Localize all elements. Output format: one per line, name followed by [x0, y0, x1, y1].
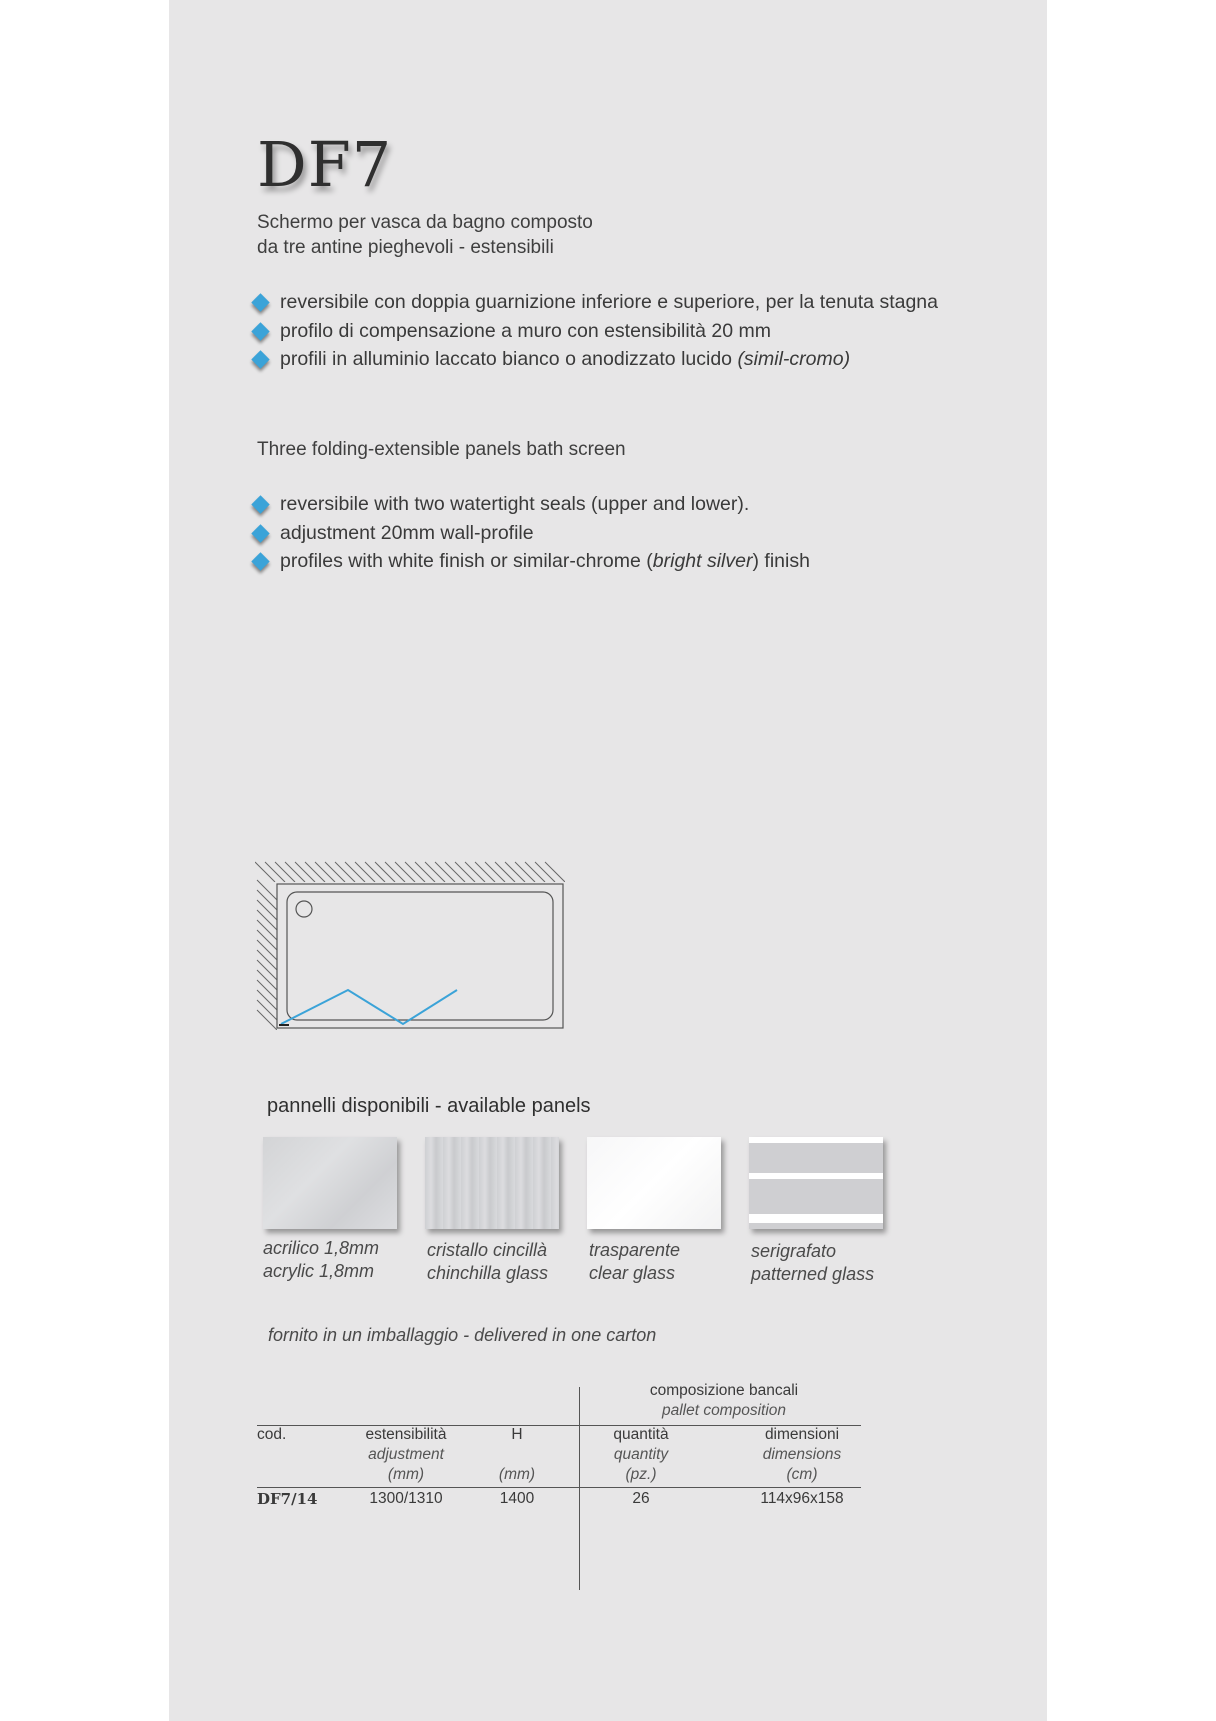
swatch-label-chinchilla: cristallo cincillà chinchilla glass: [427, 1240, 549, 1283]
wall-hatch-left: [257, 880, 277, 1030]
table-divider-vertical: [579, 1387, 580, 1590]
col-header-code: cod.: [257, 1426, 287, 1443]
panels-title: pannelli disponibili - available panels: [267, 1095, 591, 1117]
group-header-it: composizione bancali: [649, 1382, 799, 1399]
drain-icon: [296, 901, 312, 917]
feature-it-item: profili in alluminio laccato bianco o anodizzato lucido (simil-cromo): [254, 345, 938, 374]
description-it-line-1: Schermo per vasca da bagno composto: [257, 212, 593, 233]
description-it-line-2: da tre antine pieghevoli - estensibili: [257, 237, 554, 258]
row-height: 1400: [499, 1490, 535, 1507]
row-adjustment: 1300/1310: [369, 1490, 443, 1507]
feature-en-item: adjustment 20mm wall-profile: [254, 519, 810, 548]
swatch-chinchilla: [425, 1137, 559, 1229]
diamond-bullet-icon: [251, 350, 269, 368]
swatch-clear: [587, 1137, 721, 1229]
col-header-quantity: quantità quantity (pz.): [613, 1426, 669, 1483]
row-dimensions: 114x96x158: [760, 1490, 844, 1507]
col-header-height: H (mm): [498, 1426, 536, 1483]
swatch-acrylic: [263, 1137, 397, 1229]
description-it: [257, 210, 593, 260]
diamond-bullet-icon: [251, 552, 269, 570]
feature-it-item: profilo di compensazione a muro con estensibilità 20 mm: [254, 317, 938, 346]
features-en-list: [254, 490, 810, 576]
swatch-patterned: [749, 1137, 883, 1229]
diamond-bullet-icon: [251, 524, 269, 542]
row-quantity: 26: [632, 1490, 650, 1507]
product-code-title: DF7: [257, 128, 393, 201]
wall-hatch-top: [255, 862, 565, 882]
col-header-dimensions: dimensioni dimensions (cm): [762, 1426, 842, 1483]
feature-it-item: reversibile con doppia guarnizione inferiore e superiore, per la tenuta stagna: [254, 288, 938, 317]
folding-panels-line: [281, 990, 457, 1024]
diamond-bullet-icon: [251, 293, 269, 311]
feature-en-item: reversibile with two watertight seals (upper and lower).: [254, 490, 810, 519]
bathtub-outer-outline: [277, 884, 563, 1028]
delivery-note: fornito in un imballaggio - delivered in one carton: [268, 1325, 657, 1345]
bathtub-plan-diagram: [255, 860, 567, 1032]
diamond-bullet-icon: [251, 495, 269, 513]
swatch-label-clear: trasparente clear glass: [589, 1240, 681, 1283]
swatch-label-acrylic: acrilico 1,8mm acrylic 1,8mm: [263, 1238, 380, 1281]
row-code: DF7/14: [257, 1490, 318, 1508]
feature-en-item: profiles with white finish or similar-chrome (bright silver) finish: [254, 547, 810, 576]
table-body-rule: [257, 1487, 861, 1488]
features-it-list: [254, 288, 938, 374]
diamond-bullet-icon: [251, 322, 269, 340]
swatch-label-patterned: serigrafato patterned glass: [751, 1241, 875, 1284]
group-header-en: pallet composition: [661, 1402, 787, 1419]
description-en: Three folding-extensible panels bath screen: [257, 439, 626, 460]
col-header-adjustment: estensibilità adjustment (mm): [365, 1426, 447, 1483]
